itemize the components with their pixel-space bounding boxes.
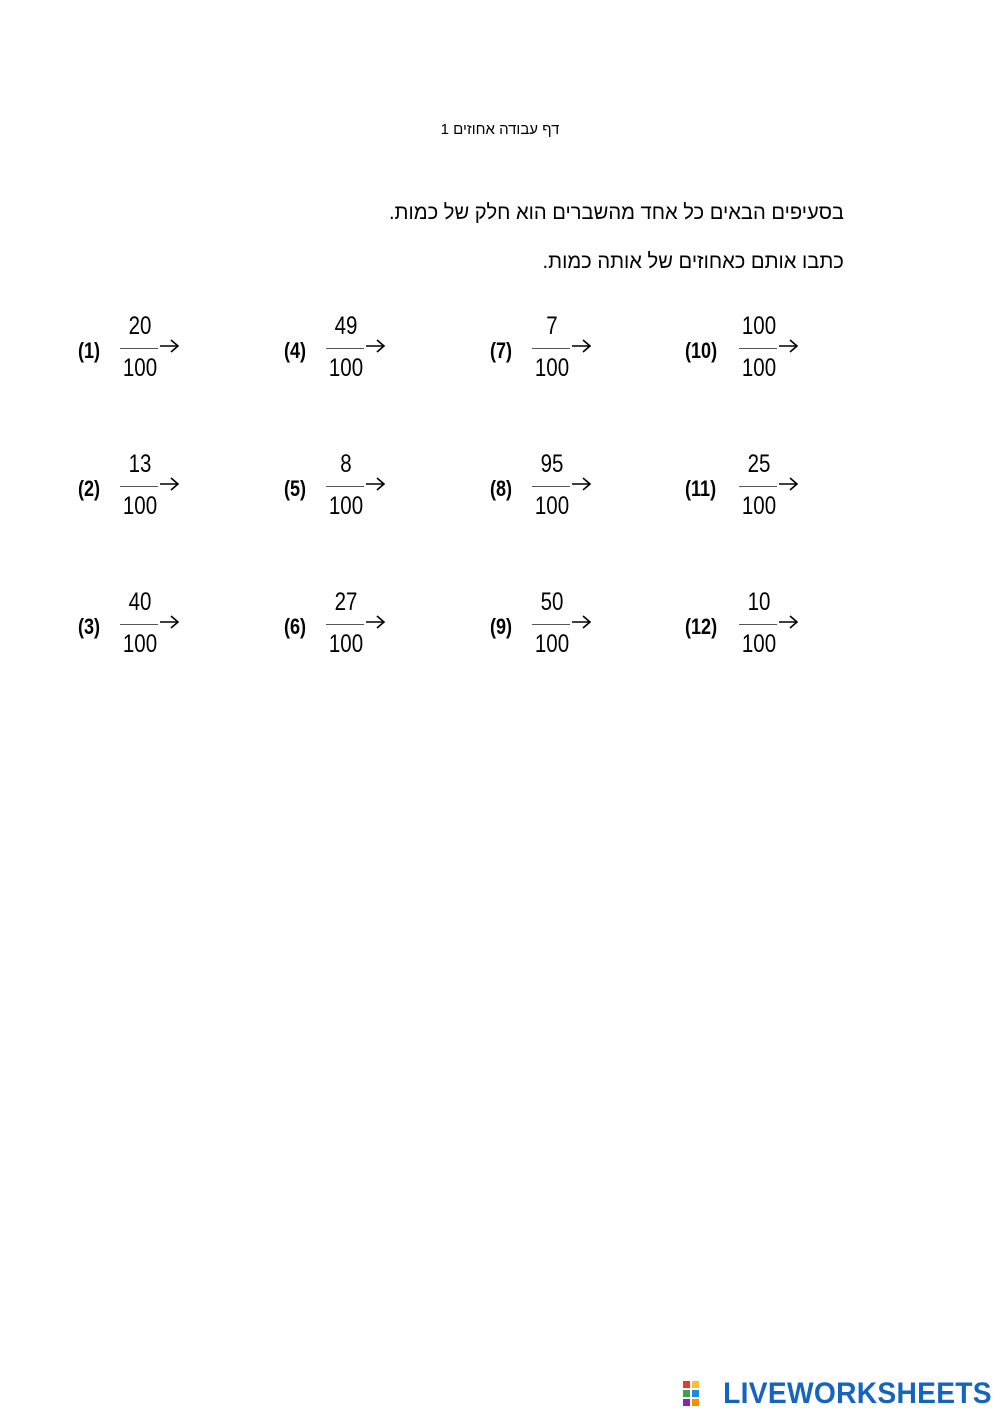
fraction-bar [739, 486, 777, 487]
fraction-denominator: 100 [741, 354, 777, 382]
fraction-numerator: 10 [747, 588, 771, 616]
liveworksheets-logo[interactable] [682, 1374, 992, 1414]
problem-number: (11) [685, 476, 717, 501]
liveworksheets-logo-icon [682, 1379, 700, 1409]
problem-5 [284, 450, 424, 530]
fraction-bar [326, 348, 364, 349]
right-arrow-icon [158, 610, 182, 630]
problem-number: (9) [490, 614, 513, 639]
right-arrow-icon [364, 334, 388, 354]
fraction-numerator: 7 [546, 312, 558, 340]
right-arrow-icon [777, 472, 801, 492]
fraction-numerator: 95 [540, 450, 564, 478]
problem-2 [78, 450, 218, 530]
fraction-numerator: 8 [340, 450, 352, 478]
right-arrow-icon [777, 334, 801, 354]
instruction-line-2: כתבו אותם כאחוזים של אותה כמות. [542, 250, 844, 273]
fraction-bar [532, 486, 570, 487]
page-title: דף עבודה אחוזים 1 [440, 121, 560, 138]
fraction [122, 312, 158, 392]
right-arrow-icon [158, 472, 182, 492]
problem-7 [490, 312, 630, 392]
fraction [534, 588, 570, 668]
problem-number: (4) [284, 338, 307, 363]
fraction-numerator: 100 [741, 312, 777, 340]
fraction-denominator: 100 [534, 630, 570, 658]
fraction-numerator: 13 [128, 450, 152, 478]
fraction-denominator: 100 [122, 630, 158, 658]
instruction-line-1: בסעיפים הבאים כל אחד מהשברים הוא חלק של כמות. [388, 201, 844, 224]
problem-number: (8) [490, 476, 513, 501]
problem-number: (5) [284, 476, 307, 501]
problem-number: (7) [490, 338, 513, 363]
problem-number: (10) [685, 338, 718, 363]
problem-11 [685, 450, 825, 530]
problem-number: (12) [685, 614, 718, 639]
fraction-denominator: 100 [122, 354, 158, 382]
problem-8 [490, 450, 630, 530]
fraction-denominator: 100 [534, 354, 570, 382]
fraction-denominator: 100 [328, 354, 364, 382]
fraction-denominator: 100 [741, 492, 777, 520]
fraction [534, 450, 570, 530]
right-arrow-icon [364, 610, 388, 630]
right-arrow-icon [158, 334, 182, 354]
logo-text: LIVEWORKSHEETS [723, 1377, 992, 1410]
right-arrow-icon [570, 472, 594, 492]
problem-number: (2) [78, 476, 101, 501]
problem-4 [284, 312, 424, 392]
fraction-bar [739, 624, 777, 625]
fraction-bar [532, 624, 570, 625]
fraction [328, 312, 364, 392]
problem-9 [490, 588, 630, 668]
problem-1 [78, 312, 218, 392]
problem-6 [284, 588, 424, 668]
fraction-numerator: 20 [128, 312, 152, 340]
fraction-denominator: 100 [328, 492, 364, 520]
right-arrow-icon [364, 472, 388, 492]
fraction-bar [532, 348, 570, 349]
fraction-bar [120, 624, 158, 625]
problem-number: (1) [78, 338, 101, 363]
fraction [328, 450, 364, 530]
right-arrow-icon [777, 610, 801, 630]
fraction-numerator: 27 [334, 588, 358, 616]
fraction [741, 312, 777, 392]
fraction [534, 312, 570, 392]
fraction-denominator: 100 [534, 492, 570, 520]
fraction-bar [120, 348, 158, 349]
fraction [328, 588, 364, 668]
problem-number: (3) [78, 614, 101, 639]
fraction-numerator: 40 [128, 588, 152, 616]
fraction-denominator: 100 [328, 630, 364, 658]
problem-10 [685, 312, 825, 392]
problem-12 [685, 588, 825, 668]
problem-number: (6) [284, 614, 307, 639]
right-arrow-icon [570, 610, 594, 630]
fraction-denominator: 100 [122, 492, 158, 520]
problem-3 [78, 588, 218, 668]
fraction [122, 588, 158, 668]
fraction-bar [739, 348, 777, 349]
fraction [741, 588, 777, 668]
fraction-bar [120, 486, 158, 487]
fraction-numerator: 49 [334, 312, 358, 340]
fraction-numerator: 50 [540, 588, 564, 616]
right-arrow-icon [570, 334, 594, 354]
fraction-denominator: 100 [741, 630, 777, 658]
fraction-numerator: 25 [747, 450, 771, 478]
fraction [741, 450, 777, 530]
fraction [122, 450, 158, 530]
fraction-bar [326, 624, 364, 625]
fraction-bar [326, 486, 364, 487]
